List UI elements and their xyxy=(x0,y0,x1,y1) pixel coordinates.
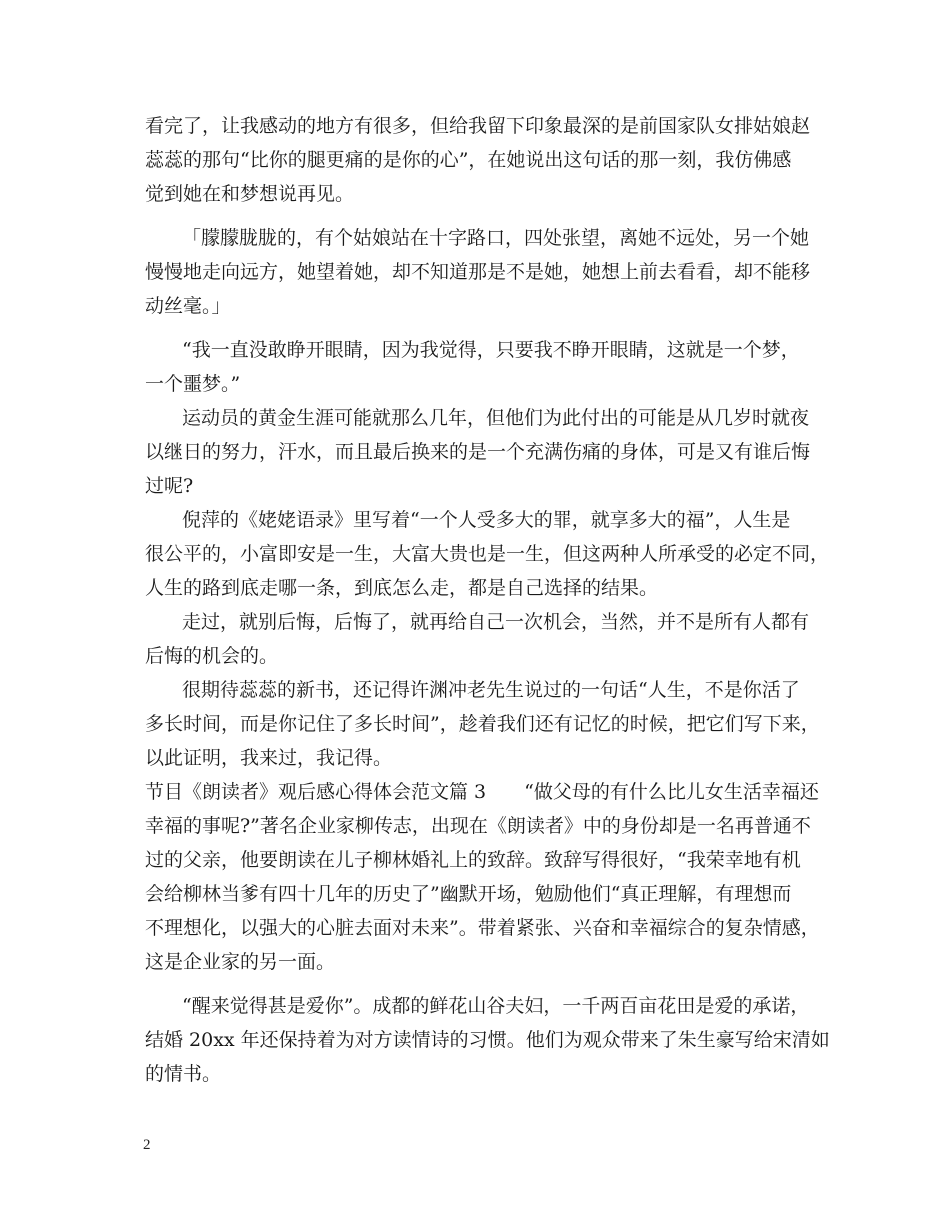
text-line: 很公平的，小富即安是一生，大富大贵也是一生，但这两种人所承受的必定不同， xyxy=(145,543,830,565)
text-line: 一个噩梦。” xyxy=(145,373,241,395)
text-line: 多长时间，而是你记住了多长时间”，趁着我们还有记忆的时候，把它们写下来， xyxy=(145,713,820,735)
text-line: 以此证明，我来过，我记得。 xyxy=(145,747,393,769)
text-line: 结婚 20xx 年还保持着为对方读情诗的习惯。他们为观众带来了朱生豪写给宋清如 xyxy=(145,1029,830,1051)
text-line: 这是企业家的另一面。 xyxy=(145,951,336,973)
text-line: 看完了，让我感动的地方有很多，但给我留下印象最深的是前国家队女排姑娘赵 xyxy=(145,115,811,137)
text-line: 倪萍的《姥姥语录》里写着“一个人受多大的罪，就享多大的福”，人生是 xyxy=(182,509,791,531)
text-line: 走过，就别后悔，后悔了，就再给自己一次机会，当然，并不是所有人都有 xyxy=(182,611,810,633)
text-line: 很期待蕊蕊的新书，还记得许渊冲老先生说过的一句话“人生，不是你活了 xyxy=(182,679,800,701)
text-line: 动丝毫。」 xyxy=(145,295,231,317)
text-line: 「朦朦胧胧的，有个姑娘站在十字路口，四处张望，离她不远处，另一个她 xyxy=(182,227,810,249)
text-line: 过的父亲，他要朗读在儿子柳林婚礼上的致辞。致辞写得很好，“我荣幸地有机 xyxy=(145,849,801,871)
page-number: 2 xyxy=(143,1137,151,1153)
text-line: 会给柳林当爹有四十几年的历史了”幽默开场，勉励他们“真正理解，有理想而 xyxy=(145,883,792,905)
text-line: 觉到她在和梦想说再见。 xyxy=(145,183,355,205)
text-line: 幸福的事呢?”著名企业家柳传志，出现在《朗读者》中的身份却是一名再普通不 xyxy=(145,815,811,837)
text-line: 慢慢地走向远方，她望着她，却不知道那是不是她，她想上前去看看，却不能移 xyxy=(145,261,811,283)
text-line: 的情书。 xyxy=(145,1063,222,1085)
text-line: “醒来觉得甚是爱你”。成都的鲜花山谷夫妇，一千两百亩花田是爱的承诺， xyxy=(182,995,810,1017)
text-line: 蕊蕊的那句“比你的腿更痛的是你的心”，在她说出这句话的那一刻，我仿佛感 xyxy=(145,149,792,171)
text-line: 过呢? xyxy=(145,475,194,497)
text-line: “我一直没敢睁开眼睛，因为我觉得，只要我不睁开眼睛，这就是一个梦， xyxy=(182,339,800,361)
text-line: 后悔的机会的。 xyxy=(145,645,279,667)
text-line: 不理想化，以强大的心脏去面对未来”。带着紧张、兴奋和幸福综合的复杂情感， xyxy=(145,917,820,939)
text-line: 节目《朗读者》观后感心得体会范文篇 3 “做父母的有什么比儿女生活幸福还 xyxy=(145,781,819,803)
text-line: 人生的路到底走哪一条，到底怎么走，都是自己选择的结果。 xyxy=(145,577,659,599)
text-line: 运动员的黄金生涯可能就那么几年，但他们为此付出的可能是从几岁时就夜 xyxy=(182,407,810,429)
text-line: 以继日的努力，汗水，而且最后换来的是一个充满伤痛的身体，可是又有谁后悔 xyxy=(145,441,811,463)
